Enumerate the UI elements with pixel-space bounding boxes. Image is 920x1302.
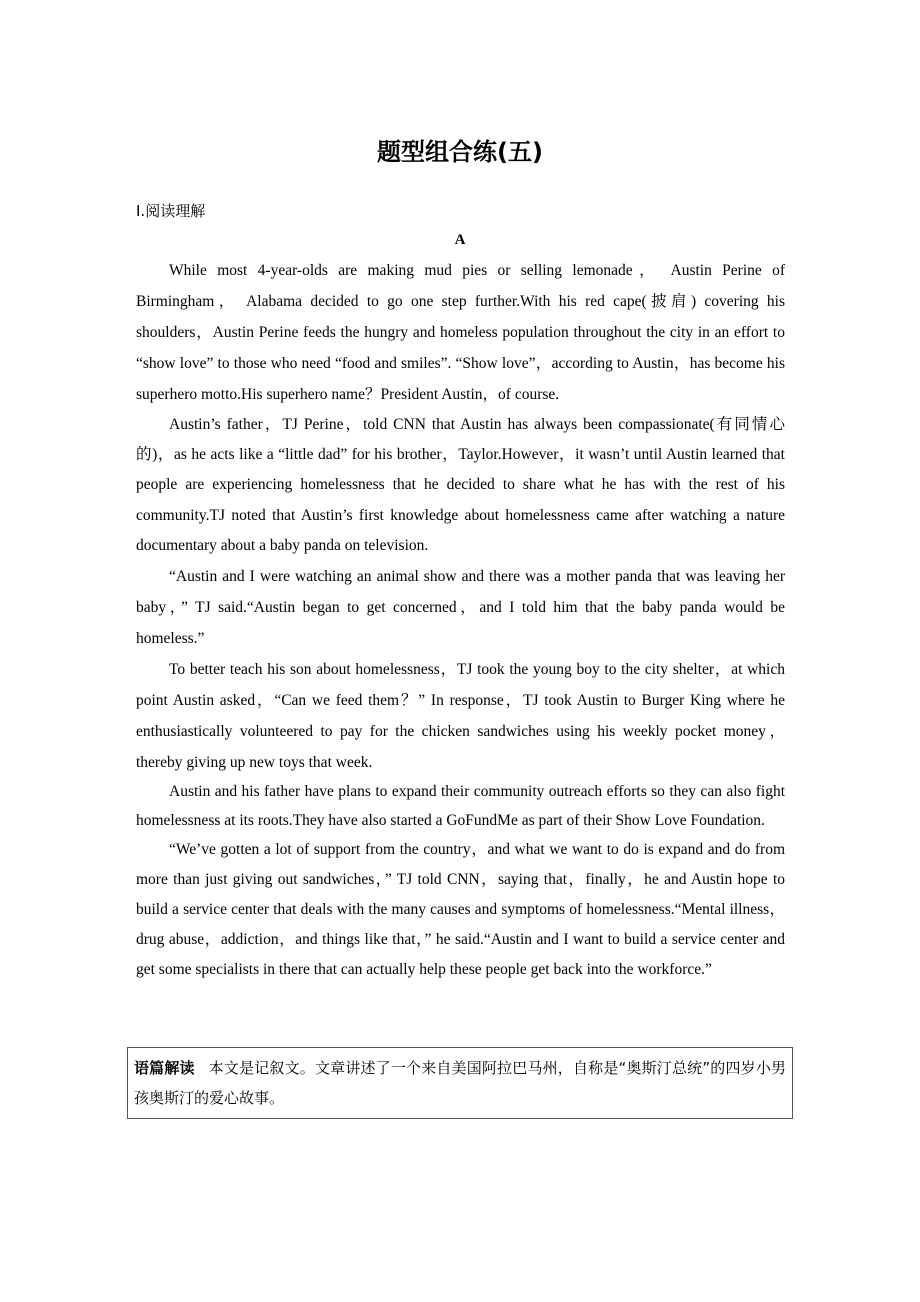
- analysis-text: 本文是记叙文。文章讲述了一个来自美国阿拉巴马州，自称是“奥斯汀总统”的四岁小男孩奥斯汀的爱心故事。: [134, 1059, 786, 1107]
- paragraph: To better teach his son about homelessness，TJ took the young boy to the city shelter，at which point Austin asked，“Can we feed them？” In response，TJ took Austin to Burger King where he enthusiastically volunteered to pay for the chicken sandwiches using his weekly pocket money，thereby giving up new toys that week.: [136, 661, 785, 772]
- paragraph: “Austin and I were watching an animal show and there was a mother panda that was leaving her baby，” TJ said.“Austin began to get concerned，and I told him that the baby panda would be homeless.”: [136, 568, 785, 648]
- paragraph: While most 4-year-olds are making mud pies or selling lemonade， Austin Perine of Birmingham， Alabama decided to go one step further.With his red cape(披肩) covering his shoulders，Austin Perine feeds the hungry and homeless population throughout the city in an effort to “show love” to those who need “food and smiles”. “Show love”，according to Austin，has become his superhero motto.His superhero name？President Austin，of course.: [136, 262, 785, 403]
- section-heading: Ⅰ.阅读理解: [136, 202, 206, 220]
- analysis-box: [127, 1047, 793, 1119]
- passage-label: A: [454, 232, 466, 248]
- analysis-label: 语篇解读: [134, 1059, 195, 1077]
- paragraph: “We’ve gotten a lot of support from the country，and what we want to do is expand and do from more than just giving out sandwiches，” TJ told CNN，saying that，finally，he and Austin hope to build a service center that deals with the many causes and symptoms of homelessness.“Mental illness，drug abuse，addiction，and things like that，” he said.“Austin and I want to build a service center and get some specialists in there that can actually help these people get back into the workforce.”: [136, 841, 785, 979]
- paragraph: Austin and his father have plans to expand their community outreach efforts so they can also fight homelessness at its roots.They have also started a GoFundMe as part of their Show Love Foundation.: [136, 783, 785, 829]
- passage-body: [136, 255, 785, 985]
- paragraph: Austin’s father，TJ Perine，told CNN that Austin has always been compassionate(有同情心的)，as he acts like a “little dad” for his brother，Taylor.However，it wasn’t until Austin learned that people are experiencing homelessness that he decided to share what he has with the rest of his community.TJ noted that Austin’s first knowledge about homelessness came after watching a nature documentary about a baby panda on television.: [136, 416, 785, 554]
- page-title: 题型组合练(五): [377, 138, 543, 166]
